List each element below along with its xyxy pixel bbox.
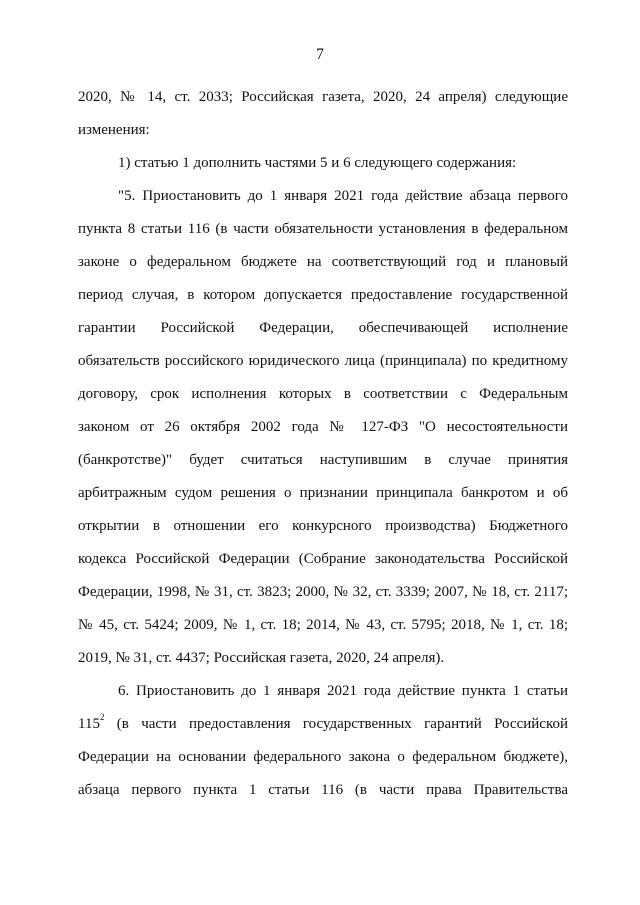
article-superscript: 2 (99, 712, 105, 722)
text-line: арбитражным судом решения о признании принципала банкротом и об (78, 485, 568, 501)
text-line: открытии в отношении его конкурсного производства) Бюджетного (78, 518, 568, 534)
text-line: гарантии Российской Федерации, обеспечивающей исполнение (78, 320, 568, 336)
text-line: (банкротстве)" будет считаться наступившим в случае принятия (78, 452, 568, 468)
text-line: период случая, в котором допускается предоставление государственной (78, 287, 568, 303)
text-line: кодекса Российской Федерации (Собрание законодательства Российской (78, 551, 568, 567)
text-line: изменения: (78, 122, 150, 138)
text-line: пункта 8 статьи 116 (в части обязательности установления в федеральном (78, 221, 568, 237)
text-line: 6. Приостановить до 1 января 2021 года действие пункта 1 статьи (118, 683, 568, 699)
text-line: абзаца первого пункта 1 статьи 116 (в части права Правительства (78, 782, 568, 798)
text-line: "5. Приостановить до 1 января 2021 года действие абзаца первого (118, 188, 568, 204)
text-line-rest: (в части предоставления государственных гарантий Российской (104, 716, 568, 732)
text-line: 1) статью 1 дополнить частями 5 и 6 следующего содержания: (118, 155, 517, 171)
text-line: Федерации на основании федерального закона о федеральном бюджете), (78, 749, 568, 765)
text-line: обязательств российского юридического лица (принципала) по кредитному (78, 353, 568, 369)
text-line-with-superscript (78, 714, 568, 734)
text-line: 2019, № 31, ст. 4437; Российская газета, 2020, 24 апреля). (78, 650, 445, 666)
text-line: законе о федеральном бюджете на соответствующий год и плановый (78, 254, 568, 270)
text-line: законом от 26 октября 2002 года № 127-ФЗ "О несостоятельности (78, 419, 568, 435)
text-line: № 45, ст. 5424; 2009, № 1, ст. 18; 2014, № 43, ст. 5795; 2018, № 1, ст. 18; (78, 617, 568, 633)
article-number: 115 (78, 716, 100, 732)
text-line: договору, срок исполнения которых в соответствии с Федеральным (78, 386, 568, 402)
text-line: Федерации, 1998, № 31, ст. 3823; 2000, № 32, ст. 3339; 2007, № 18, ст. 2117; (78, 584, 568, 600)
text-line: 2020, № 14, ст. 2033; Российская газета, 2020, 24 апреля) следующие (78, 89, 568, 105)
page-number: 7 (316, 46, 324, 63)
